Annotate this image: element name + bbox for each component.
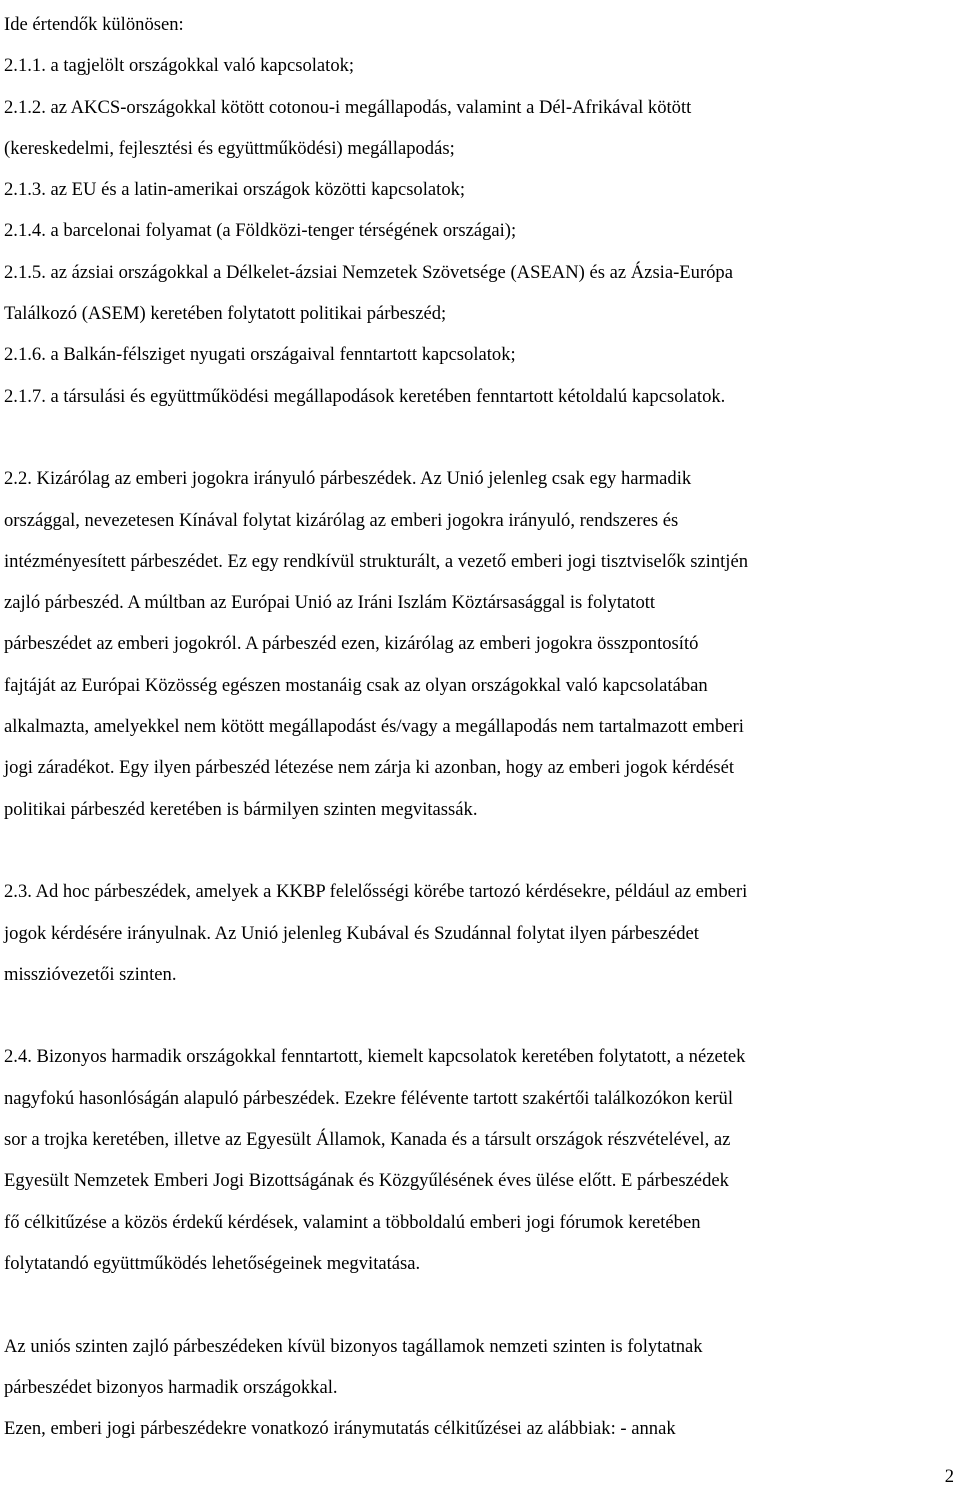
text-line: politikai párbeszéd keretében is bármilyen szinten megvitassák. (4, 798, 478, 820)
text-line: 2.1.4. a barcelonai folyamat (a Földközi-tenger térségének országai); (4, 220, 517, 242)
text-line: 2.1.1. a tagjelölt országokkal való kapcsolatok; (4, 55, 355, 77)
text-line: Az uniós szinten zajló párbeszédeken kívül bizonyos tagállamok nemzeti szinten is folytatnak (4, 1335, 703, 1357)
page-number: 2 (944, 1466, 954, 1487)
text-line: 2.1.5. az ázsiai országokkal a Délkelet-ázsiai Nemzetek Szövetsége (ASEAN) és az Ázsia-Európa (4, 261, 733, 283)
text-line: zajló párbeszéd. A múltban az Európai Unió az Iráni Iszlám Köztársasággal is folytatott (4, 592, 656, 614)
blank-line (4, 830, 954, 871)
text-line: nagyfokú hasonlóságán alapuló párbeszédek. Ezekre félévente tartott szakértői találkozókon kerül (4, 1087, 733, 1109)
text-line: Egyesült Nemzetek Emberi Jogi Bizottságának és Közgyűlésének éves ülése előtt. E párbeszédek (4, 1170, 729, 1192)
text-line: 2.2. Kizárólag az emberi jogokra irányuló párbeszédek. Az Unió jelenleg csak egy harmadik (4, 468, 692, 490)
text-line: Ezen, emberi jogi párbeszédekre vonatkozó iránymutatás célkitűzései az alábbiak: - annak (4, 1418, 676, 1440)
text-line: alkalmazta, amelyekkel nem kötött megállapodást és/vagy a megállapodás nem tartalmazott emberi (4, 716, 744, 738)
text-line: országgal, nevezetesen Kínával folytat kizárólag az emberi jogokra irányuló, rendszeres és (4, 509, 679, 531)
text-line: párbeszédet bizonyos harmadik országokkal. (4, 1376, 338, 1398)
text-line: sor a trojka keretében, illetve az Egyesült Államok, Kanada és a társult országok részvételével, az (4, 1129, 731, 1151)
text-line: misszióvezetői szinten. (4, 963, 177, 985)
text-line: (kereskedelmi, fejlesztési és együttműködési) megállapodás; (4, 137, 455, 159)
document-body (4, 4, 954, 1449)
text-line: 2.1.2. az AKCS-országokkal kötött cotonou-i megállapodás, valamint a Dél-Afrikával kötött (4, 96, 692, 118)
text-line: 2.4. Bizonyos harmadik országokkal fenntartott, kiemelt kapcsolatok keretében folytatott, a nézetek (4, 1046, 746, 1068)
text-line: jogi záradékot. Egy ilyen párbeszéd létezése nem zárja ki azonban, hogy az emberi jogok kérdését (4, 757, 735, 779)
text-line: Találkozó (ASEM) keretében folytatott politikai párbeszéd; (4, 303, 447, 325)
text-line: 2.1.7. a társulási és együttműködési megállapodások keretében fenntartott kétoldalú kapcsolatok. (4, 385, 726, 407)
text-line: 2.3. Ad hoc párbeszédek, amelyek a KKBP felelősségi körébe tartozó kérdésekre, például az emberi (4, 881, 748, 903)
text-line: jogok kérdésére irányulnak. Az Unió jelenleg Kubával és Szudánnal folytat ilyen párbeszédet (4, 922, 699, 944)
blank-line (4, 995, 954, 1036)
text-line: intézményesített párbeszédet. Ez egy rendkívül strukturált, a vezető emberi jogi tisztviselők szintjén (4, 550, 749, 572)
text-line: 2.1.3. az EU és a latin-amerikai országok közötti kapcsolatok; (4, 179, 466, 201)
blank-line (4, 417, 954, 458)
text-line: fő célkitűzése a közös érdekű kérdések, valamint a többoldalú emberi jogi fórumok keretében (4, 1211, 701, 1233)
text-line: 2.1.6. a Balkán-félsziget nyugati országaival fenntartott kapcsolatok; (4, 344, 516, 366)
text-line: fajtáját az Európai Közösség egészen mostanáig csak az olyan országokkal való kapcsolatában (4, 674, 708, 696)
blank-line (4, 1284, 954, 1325)
text-line: folytatandó együttműködés lehetőségeinek megvitatása. (4, 1252, 421, 1274)
text-line: párbeszédet az emberi jogokról. A párbeszéd ezen, kizárólag az emberi jogokra összpontosító (4, 633, 699, 655)
text-line: Ide értendők különösen: (4, 14, 184, 35)
